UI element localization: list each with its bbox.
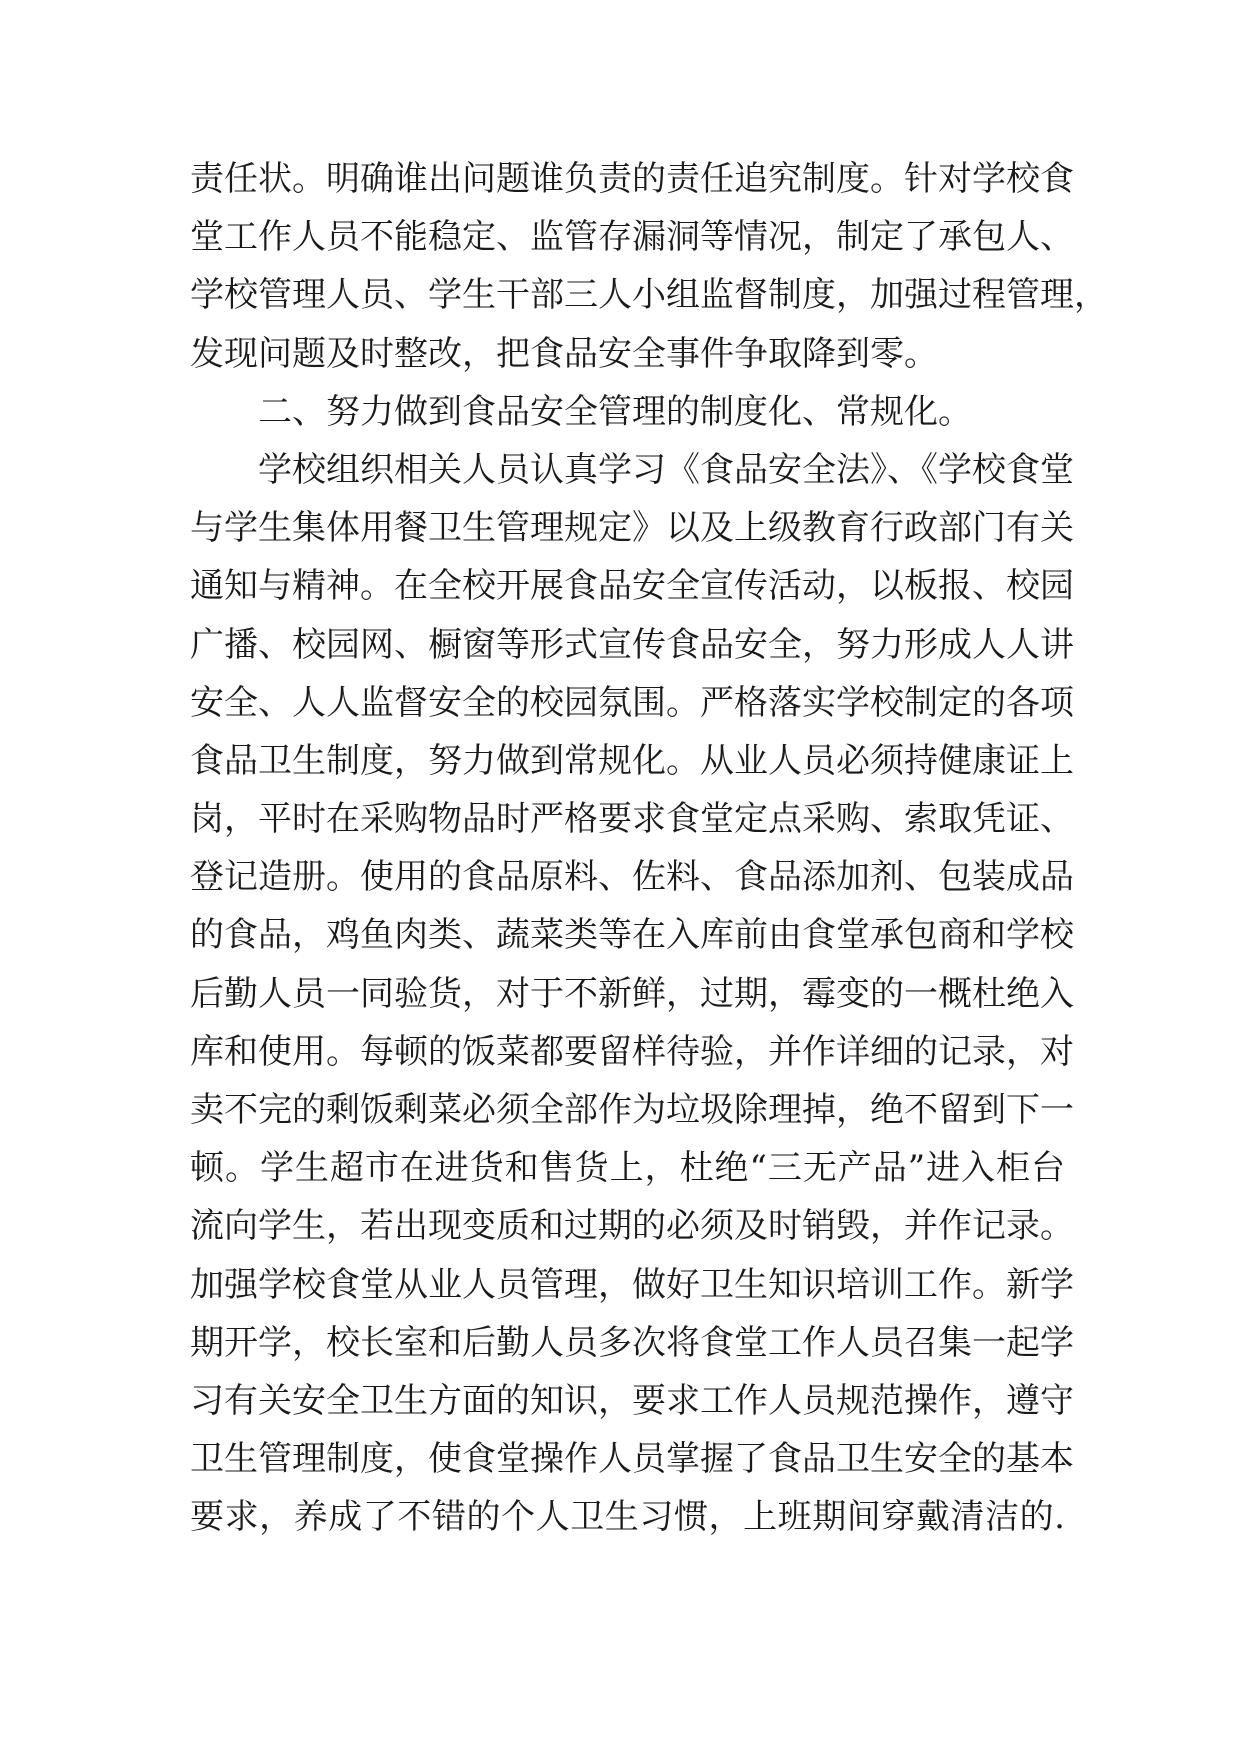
text-line: 责任状。明确谁出问题谁负责的责任追究制度。针对学校食 [190, 159, 1074, 199]
text-line: 登记造册。使用的食品原料、佐料、食品添加剂、包装成品 [190, 857, 1074, 898]
text-line: 学校管理人员、学生干部三人小组监督制度，加强过程管理， [190, 275, 1108, 316]
text-line: 流向学生，若出现变质和过期的必须及时销毁，并作记录。 [190, 1206, 1074, 1247]
text-line: 加强学校食堂从业人员管理，做好卫生知识培训工作。新学 [190, 1264, 1074, 1305]
text-line: 食品卫生制度，努力做到常规化。从业人员必须持健康证上 [190, 740, 1074, 781]
section-heading: 二、努力做到食品安全管理的制度化、常规化。 [258, 391, 972, 432]
text-line: 习有关安全卫生方面的知识，要求工作人员规范操作，遵守 [190, 1380, 1074, 1421]
text-line: 卫生管理制度，使食堂操作人员掌握了食品卫生安全的基本 [190, 1439, 1074, 1480]
text-line: 顿。学生超市在进货和售货上，杜绝“三无产品”进入柜台 [190, 1148, 1065, 1189]
text-line: 岗，平时在采购物品时严格要求食堂定点采购、索取凭证、 [190, 799, 1074, 840]
text-line: 期开学，校长室和后勤人员多次将食堂工作人员召集一起学 [190, 1322, 1074, 1363]
text-line: 学校组织相关人员认真学习《食品安全法》、《学校食堂 [258, 449, 1074, 490]
body-text [190, 150, 1108, 1547]
text-line: 要求，养成了不错的个人卫生习惯，上班期间穿戴清洁的. [190, 1497, 1065, 1538]
text-line: 通知与精神。在全校开展食品安全宣传活动，以板报、校园 [190, 566, 1074, 607]
text-line: 卖不完的剩饭剩菜必须全部作为垃圾除理掉，绝不留到下一 [190, 1090, 1074, 1130]
text-line: 安全、人人监督安全的校园氛围。严格落实学校制定的各项 [190, 682, 1074, 723]
text-line: 广播、校园网、橱窗等形式宣传食品安全，努力形成人人讲 [190, 624, 1074, 665]
text-line: 的食品，鸡鱼肉类、蔬菜类等在入库前由食堂承包商和学校 [190, 915, 1074, 956]
text-line: 与学生集体用餐卫生管理规定》以及上级教育行政部门有关 [190, 508, 1074, 549]
text-line: 发现问题及时整改，把食品安全事件争取降到零。 [190, 333, 938, 374]
text-line: 库和使用。每顿的饭菜都要留样待验，并作详细的记录，对 [190, 1031, 1074, 1072]
text-line: 后勤人员一同验货，对于不新鲜，过期，霉变的一概杜绝入 [190, 973, 1074, 1014]
text-line: 堂工作人员不能稳定、监管存漏洞等情况，制定了承包人、 [190, 217, 1074, 258]
